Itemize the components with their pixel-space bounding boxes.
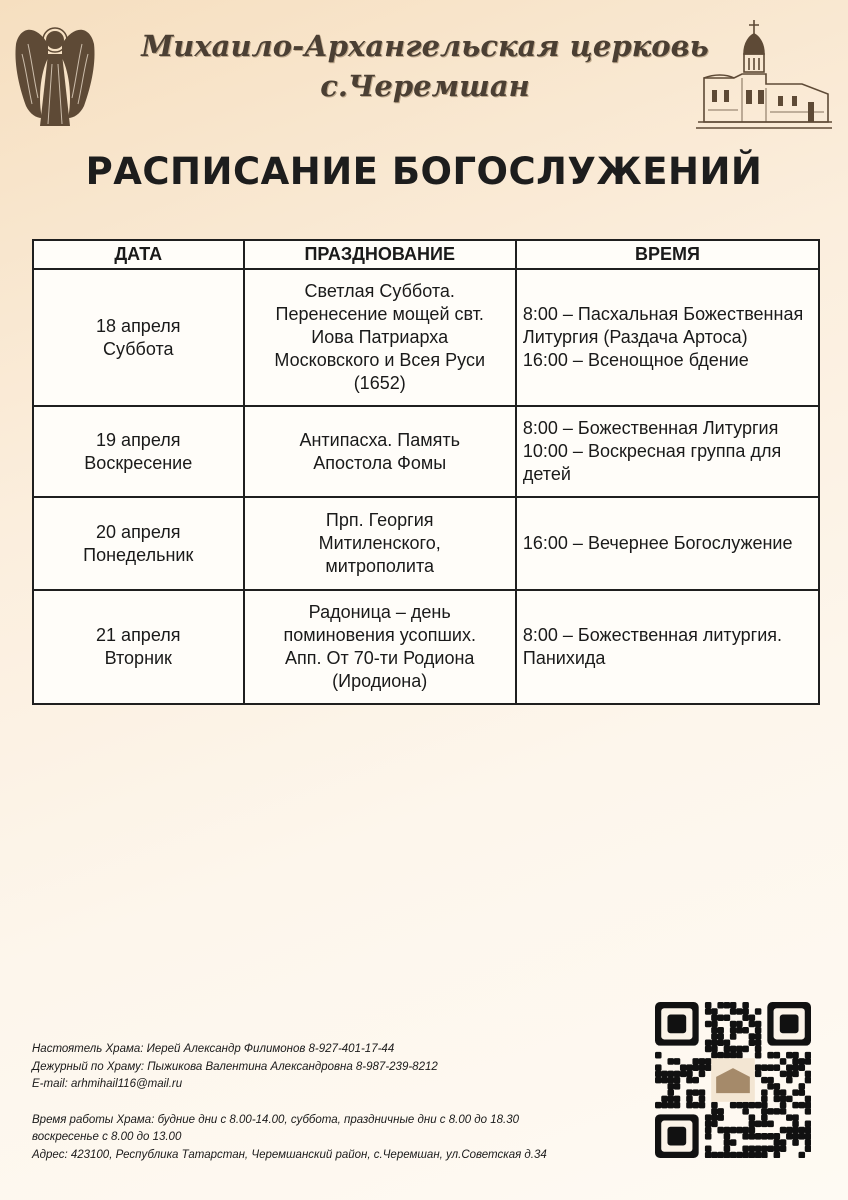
feast-line: Радоница – день bbox=[308, 602, 451, 622]
column-header-date: ДАТА bbox=[33, 240, 244, 269]
feast-line: Московского и Всея Руси bbox=[274, 350, 486, 370]
feast-line: митрополита bbox=[325, 556, 435, 576]
weekday-text: Понедельник bbox=[83, 544, 194, 565]
weekday-text: Суббота bbox=[103, 338, 174, 359]
feast-line: (1652) bbox=[353, 373, 406, 393]
service-entry: 16:00 – Вечернее Богослужение bbox=[522, 533, 793, 553]
table-row bbox=[33, 497, 819, 590]
date-text: 20 апреля bbox=[96, 521, 181, 542]
weekday-text: Воскресение bbox=[84, 452, 193, 473]
date-text: 21 апреля bbox=[96, 625, 181, 645]
date-cell bbox=[33, 406, 244, 497]
feast-line: Перенесение мощей свт. bbox=[275, 304, 484, 324]
table-row bbox=[33, 590, 819, 704]
time-cell bbox=[516, 269, 819, 406]
table-header-row bbox=[33, 240, 819, 269]
feast-line: (Иродиона) bbox=[332, 671, 428, 691]
time-cell bbox=[516, 590, 819, 704]
date-cell bbox=[33, 269, 244, 406]
feast-cell bbox=[244, 269, 516, 406]
rector-line: Настоятель Храма: Иерей Александр Филимонов 8-927-401-17-44 bbox=[32, 1043, 395, 1055]
page-title: РАСПИСАНИЕ БОГОСЛУЖЕНИЙ bbox=[85, 150, 763, 193]
column-header-time: ВРЕМЯ bbox=[516, 240, 819, 269]
sunday-hours-line: воскресенье с 8.00 до 13.00 bbox=[32, 1131, 182, 1143]
service-entry: 8:00 – Божественная литургия. Панихида bbox=[522, 625, 783, 668]
date-cell bbox=[33, 590, 244, 704]
table-row bbox=[33, 406, 819, 497]
column-header-feast: ПРАЗДНОВАНИЕ bbox=[244, 240, 516, 269]
service-entry: 8:00 – Пасхальная Божественная Литургия (Раздача Артоса) bbox=[522, 304, 804, 347]
feast-line: Апп. От 70-ти Родиона bbox=[285, 648, 475, 668]
church-name-line1: Михаило-Архангельская церковь bbox=[141, 29, 709, 63]
service-entry: 8:00 – Божественная Литургия bbox=[522, 418, 779, 438]
feast-line: Прп. Георгия bbox=[325, 510, 434, 530]
date-cell bbox=[33, 497, 244, 590]
feast-line: Иова Патриарха bbox=[311, 327, 449, 347]
angel-icon bbox=[12, 14, 98, 132]
table-row bbox=[33, 269, 819, 406]
church-icon bbox=[694, 18, 834, 130]
date-text: 19 апреля bbox=[96, 429, 181, 450]
feast-line: Антипасха. Память bbox=[299, 429, 460, 450]
service-entry: 16:00 – Всенощное бдение bbox=[522, 350, 749, 370]
feast-line: Митиленского, bbox=[318, 533, 441, 553]
email-line: E-mail: arhmihail116@mail.ru bbox=[32, 1078, 183, 1090]
feast-line: Светлая Суббота. bbox=[304, 281, 455, 301]
duty-line: Дежурный по Храму: Пыжикова Валентина Александровна 8-987-239-8212 bbox=[32, 1060, 438, 1073]
date-text: 18 апреля bbox=[96, 315, 181, 336]
church-name bbox=[130, 26, 720, 106]
hours-line: Время работы Храма: будние дни с 8.00-14.00, суббота, праздничные дни с 8.00 до 18.30 bbox=[32, 1113, 520, 1126]
qr-code bbox=[655, 1002, 811, 1158]
feast-line: Апостола Фомы bbox=[313, 452, 447, 473]
time-cell bbox=[516, 497, 819, 590]
feast-cell bbox=[244, 590, 516, 704]
time-cell bbox=[516, 406, 819, 497]
weekday-text: Вторник bbox=[104, 648, 172, 668]
service-entry: 10:00 – Воскресная группа для детей bbox=[522, 441, 782, 484]
feast-cell bbox=[244, 406, 516, 497]
address-line: Адрес: 423100, Республика Татарстан, Черемшанский район, с.Черемшан, ул.Советская д.34 bbox=[32, 1148, 547, 1161]
footer-info bbox=[32, 1041, 632, 1164]
feast-cell bbox=[244, 497, 516, 590]
church-name-line2: с.Черемшан bbox=[320, 69, 530, 103]
schedule-table bbox=[32, 239, 820, 705]
feast-line: поминовения усопших. bbox=[283, 625, 476, 645]
